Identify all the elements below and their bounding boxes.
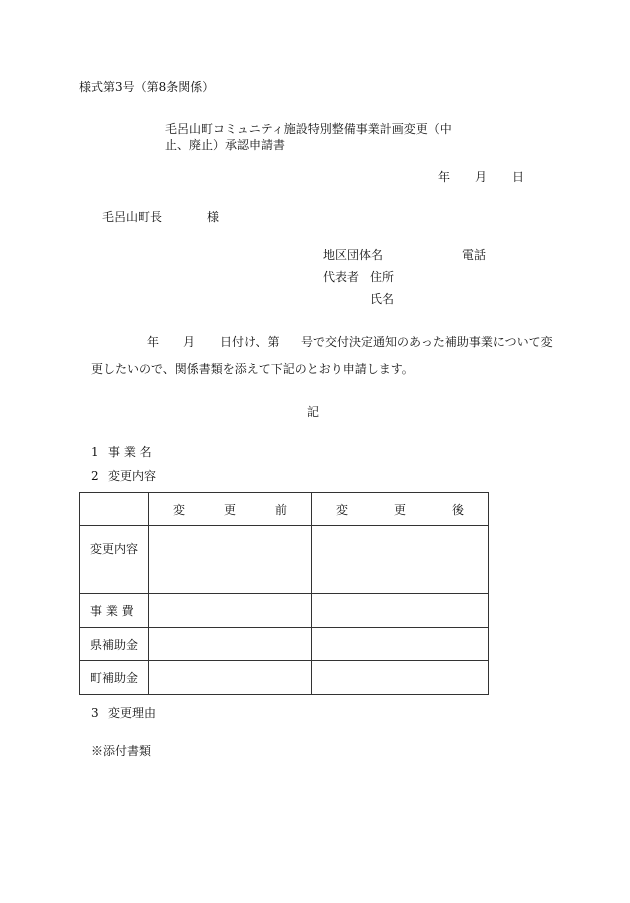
date-year: 年: [438, 170, 451, 184]
item-1-number: 1: [91, 445, 99, 459]
cell-before[interactable]: [149, 628, 312, 661]
cell-after[interactable]: [312, 628, 489, 661]
item-2-number: 2: [91, 469, 99, 483]
org-label: 地区団体名: [323, 248, 384, 262]
title-line-1: 毛呂山町コミュニティ施設特別整備事業計画変更（中: [165, 122, 452, 136]
row-label-change-content: 変更内容: [80, 526, 149, 594]
cell-before[interactable]: [149, 661, 312, 695]
addressee-honorific: 様: [207, 210, 220, 224]
cell-before[interactable]: [149, 594, 312, 628]
date-day: 日: [512, 170, 525, 184]
attachments-label: ※添付書類: [91, 744, 152, 758]
name-label: 氏名: [370, 292, 395, 306]
cell-after[interactable]: [312, 526, 489, 594]
change-table: [79, 492, 489, 695]
address-label: 住所: [370, 270, 395, 284]
title-line-2: 止、廃止）承認申請書: [165, 138, 286, 152]
header-before-char: 更: [223, 502, 236, 517]
table-row: [80, 594, 489, 628]
body-date-suffix: 日付け、第: [220, 335, 280, 349]
table-row: [80, 661, 489, 695]
table-header-row: [80, 493, 489, 526]
cell-after[interactable]: [312, 594, 489, 628]
table-row: [80, 526, 489, 594]
ki-heading: 記: [307, 405, 320, 419]
item-3-label: 変更理由: [108, 706, 157, 720]
header-blank-cell: [80, 493, 149, 526]
header-after-char: 後: [451, 502, 464, 517]
header-before-char: 変: [173, 502, 186, 517]
item-2-label: 変更内容: [108, 469, 157, 483]
cell-after[interactable]: [312, 661, 489, 695]
form-number: 様式第3号（第8条関係）: [79, 80, 215, 94]
header-after-char: 更: [393, 502, 406, 517]
body-year: 年: [147, 335, 160, 349]
representative-label: 代表者: [323, 270, 360, 284]
addressee-name: 毛呂山町長: [102, 210, 163, 224]
header-after-char: 変: [336, 502, 349, 517]
table-row: [80, 628, 489, 661]
body-month: 月: [183, 335, 196, 349]
phone-label: 電話: [462, 248, 487, 262]
header-before-char: 前: [274, 502, 287, 517]
cell-before[interactable]: [149, 526, 312, 594]
row-label-town-subsidy: 町補助金: [80, 661, 149, 695]
row-label-project-cost: 事 業 費: [80, 594, 149, 628]
item-3-number: 3: [91, 706, 99, 720]
header-after: [312, 493, 489, 526]
body-line-2: 更したいので、関係書類を添えて下記のとおり申請します。: [91, 362, 414, 376]
header-before: [149, 493, 312, 526]
item-1-label: 事 業 名: [108, 445, 152, 459]
date-month: 月: [475, 170, 488, 184]
body-line-1: 号で交付決定通知のあった補助事業について変: [301, 335, 553, 349]
row-label-prefecture-subsidy: 県補助金: [80, 628, 149, 661]
